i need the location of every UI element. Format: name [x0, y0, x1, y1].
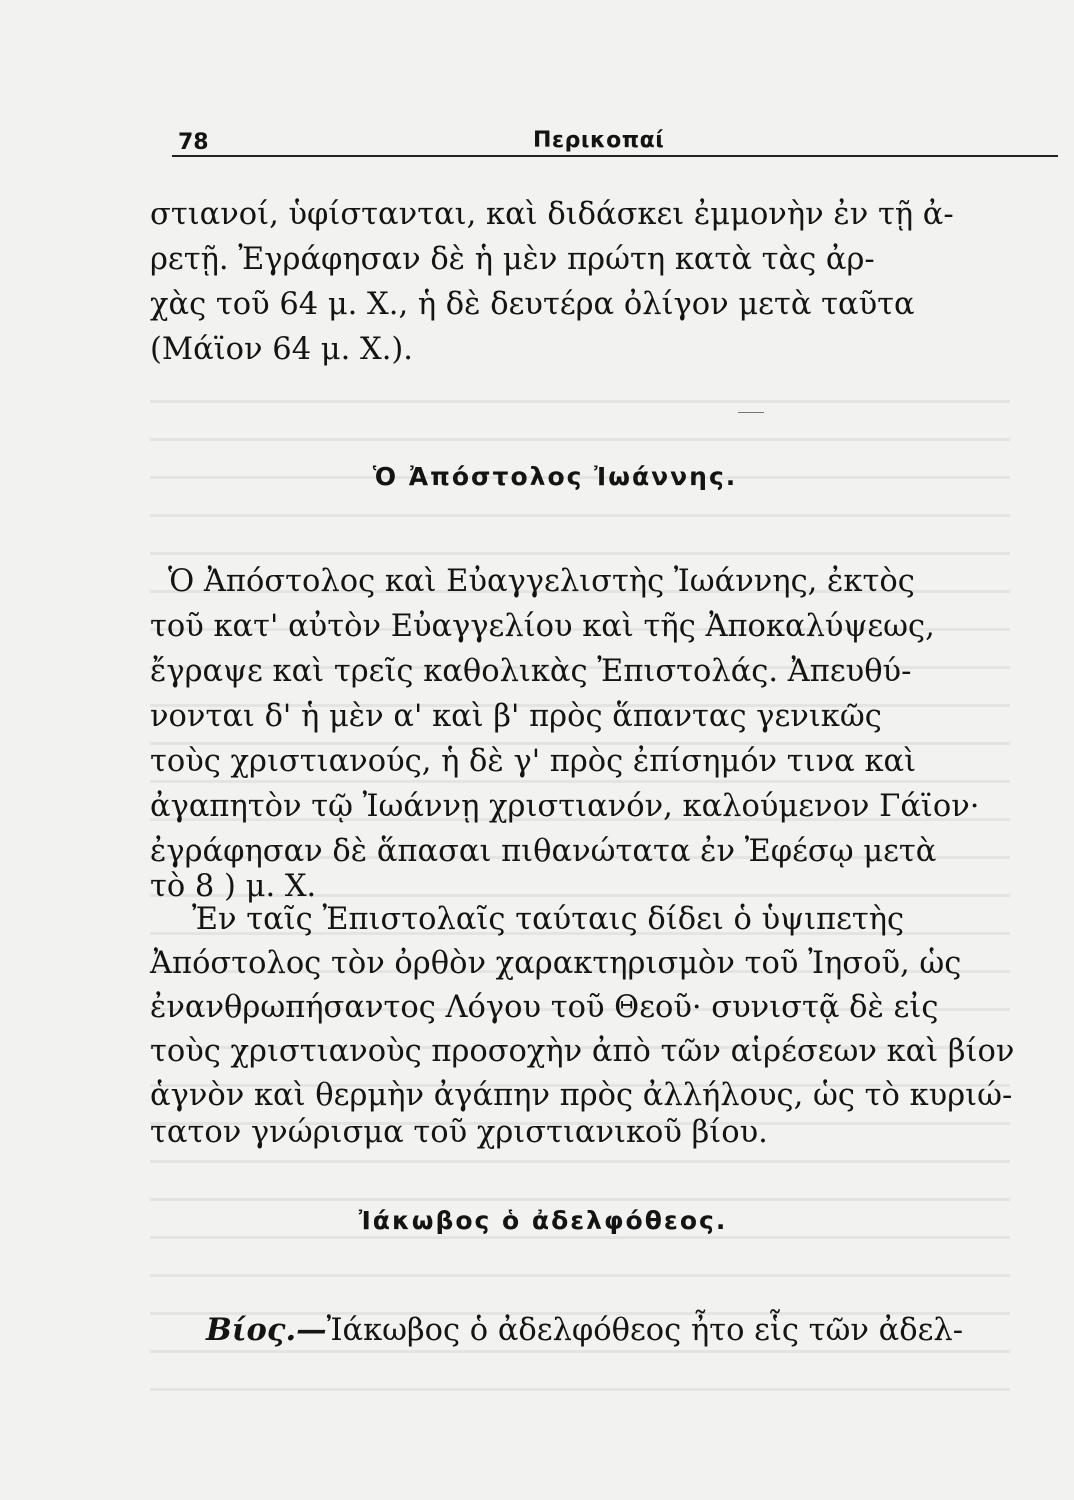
text-line: ρετῇ. Ἐγράφησαν δὲ ἡ μὲν πρώτη κατὰ τὰς ἀρ- — [150, 242, 875, 277]
text-line: τοῦ κατ' αὐτὸν Εὐαγγελίου καὶ τῆς Ἀποκαλύψεως, — [150, 609, 935, 644]
header-rule — [172, 155, 1058, 157]
section-heading-apostle-john: Ὁ Ἀπόστολος Ἰωάννης. — [372, 462, 738, 491]
text-line: ἐνανθρωπήσαντος Λόγου τοῦ Θεοῦ· συνιστᾷ δὲ εἰς — [150, 990, 939, 1025]
bios-lead: Βίος.— — [206, 1312, 327, 1348]
text-line: ἔγραψε καὶ τρεῖς καθολικὰς Ἐπιστολάς. Ἀπευθύ- — [150, 654, 912, 689]
text-line: τατον γνώρισμα τοῦ χριστιανικοῦ βίου. — [150, 1115, 768, 1150]
text-line: ἐγράφησαν δὲ ἅπασαι πιθανώτατα ἐν Ἐφέσῳ μετὰ — [150, 834, 937, 869]
decorative-dash — [738, 412, 764, 413]
running-head: Περικοπαί — [533, 128, 665, 153]
paragraph-james-start — [206, 1308, 1056, 1353]
text-line: (Μάϊον 64 μ. Χ.). — [150, 332, 414, 367]
text-line: ἁγνὸν καὶ θερμὴν ἀγάπην πρὸς ἀλλήλους, ὡς τὸ κυριώ- — [150, 1078, 1013, 1113]
text-line: νονται δ' ἡ μὲν α' καὶ β' πρὸς ἅπαντας γενικῶς — [150, 699, 882, 734]
text-line: στιανοί, ὑφίστανται, καὶ διδάσκει ἐμμονὴν ἐν τῇ ἀ- — [150, 197, 954, 232]
text-line: Ὁ Ἀπόστολος καὶ Εὐαγγελιστὴς Ἰωάννης, ἐκτὸς — [168, 564, 915, 599]
text-line: τοὺς χριστιανοὺς προσοχὴν ἀπὸ τῶν αἱρέσεων καὶ βίον — [150, 1034, 1015, 1069]
text-line: χὰς τοῦ 64 μ. Χ., ἡ δὲ δευτέρα ὀλίγον μετὰ ταῦτα — [150, 287, 915, 322]
text-line: Ἰάκωβος ὁ ἀδελφόθεος ἦτο εἷς τῶν ἀδελ- — [326, 1313, 964, 1348]
text-line: τὸ 8 ) μ. Χ. — [150, 869, 317, 904]
text-line: τοὺς χριστιανούς, ἡ δὲ γ' πρὸς ἐπίσημόν τινα καὶ — [150, 744, 917, 779]
text-line: Ἐν ταῖς Ἐπιστολαῖς ταύταις δίδει ὁ ὑψιπετὴς — [192, 902, 905, 937]
text-line: ἀγαπητὸν τῷ Ἰωάννῃ χριστιανόν, καλούμενον Γάϊον· — [150, 789, 980, 824]
page-header — [172, 128, 1058, 158]
text-line: Ἀπόστολος τὸν ὀρθὸν χαρακτηρισμὸν τοῦ Ἰησοῦ, ὡς — [150, 946, 962, 981]
section-heading-james: Ἰάκωβος ὁ ἀδελφόθεος. — [358, 1206, 728, 1235]
page-number: 78 — [178, 130, 209, 155]
